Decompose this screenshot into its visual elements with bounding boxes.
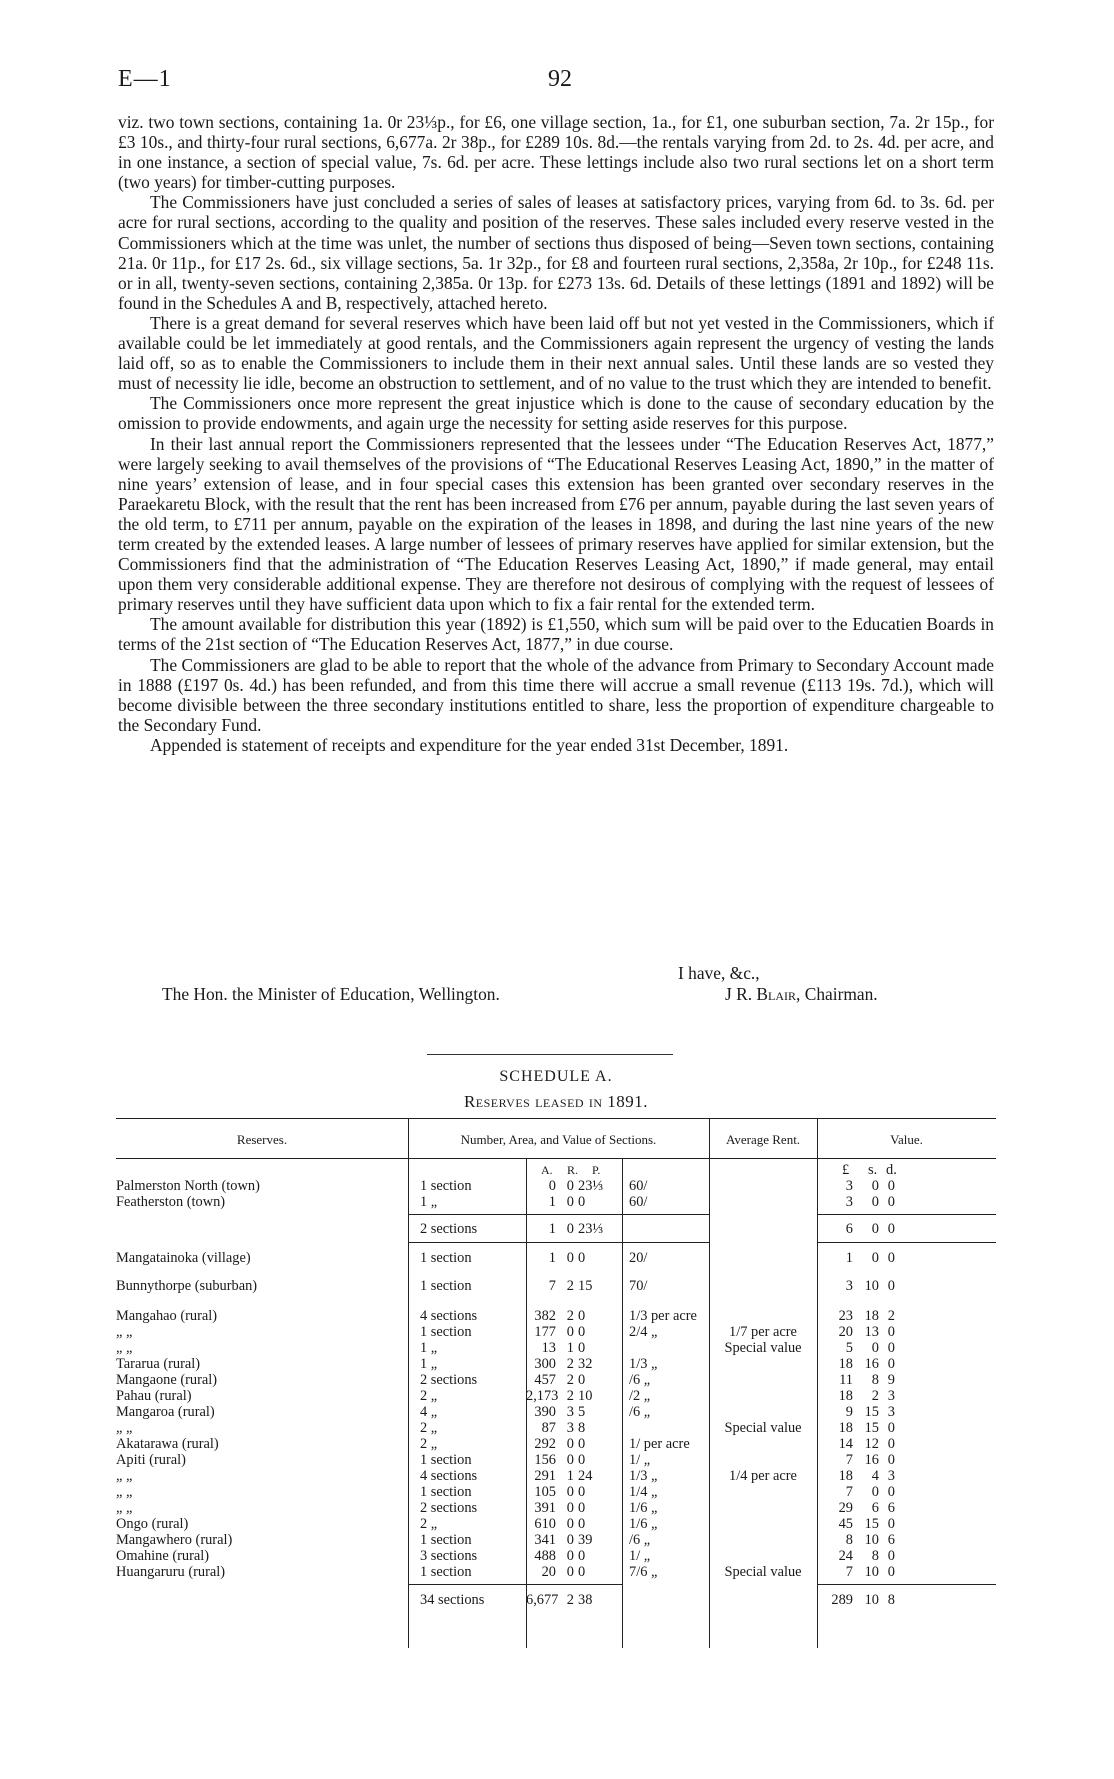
value-pence: 3: [887, 1388, 895, 1404]
signature: [725, 984, 878, 1004]
area-roods: 0: [566, 1250, 574, 1266]
value-pence: 3: [887, 1468, 895, 1484]
value-pence: 0: [887, 1484, 895, 1500]
area-roods: 3: [566, 1404, 574, 1420]
header-average-rent: Average Rent.: [725, 1132, 801, 1147]
value-pounds: 3: [845, 1194, 853, 1210]
value-pence: 0: [887, 1324, 895, 1340]
schedule-subtitle: Reserves leased in 1891.: [463, 1092, 649, 1111]
section-count: 4 „: [420, 1404, 438, 1420]
value-pence: 2: [887, 1308, 895, 1324]
value-pounds: 3: [845, 1178, 853, 1194]
area-acres: 300: [534, 1356, 556, 1372]
area-roods: 3: [566, 1420, 574, 1436]
area-acres: 1: [548, 1194, 556, 1210]
area-roods: 2: [566, 1372, 574, 1388]
value-shillings: 10: [864, 1532, 879, 1548]
area-roods: 0: [566, 1500, 574, 1516]
value-pence: 0: [887, 1340, 895, 1356]
reserve-name: Mangawhero (rural): [116, 1532, 233, 1548]
value-pounds: 7: [845, 1452, 853, 1468]
table-top-rule: [116, 1118, 996, 1119]
value-pounds: 11: [839, 1372, 853, 1388]
area-roods: 0: [566, 1532, 574, 1548]
rate-per-acre: 1/ „: [629, 1452, 651, 1468]
section-divider: [427, 1054, 673, 1055]
value-pounds: 7: [845, 1484, 853, 1500]
rate-per-acre: 1/4 „: [629, 1484, 658, 1500]
value-shillings: 4: [871, 1468, 879, 1484]
reserve-name: Apiti (rural): [116, 1452, 186, 1468]
section-count: 3 sections: [420, 1548, 478, 1564]
value-shillings: 10: [864, 1278, 879, 1294]
area-perches: 10: [578, 1388, 593, 1404]
area-acres: 177: [534, 1324, 556, 1340]
area-roods: 0: [566, 1516, 574, 1532]
area-perches: 0: [578, 1250, 586, 1266]
closing-phrase: I have, &c.,: [678, 963, 760, 983]
area-perches: 0: [578, 1372, 586, 1388]
reserve-name: Featherston (town): [116, 1194, 226, 1210]
value-pence: 0: [887, 1436, 895, 1452]
value-pence: 0: [887, 1278, 895, 1294]
area-acres: 20: [541, 1564, 556, 1580]
area-roods: 0: [566, 1194, 574, 1210]
area-acres: 291: [534, 1468, 556, 1484]
paragraph: The Commissioners once more represent the great injustice which is done to the cause of secondary education by the omission to provide endowments, and again urge the necessity for setting aside reserves for this purpose.: [118, 393, 994, 434]
reserve-name: Mangatainoka (village): [116, 1250, 251, 1266]
value-pence: 0: [887, 1516, 895, 1532]
area-acres: 382: [534, 1308, 556, 1324]
signature-title: , Chairman.: [796, 984, 878, 1004]
value-pence: 0: [887, 1178, 895, 1194]
value-shillings: 15: [864, 1516, 879, 1532]
value-pounds: 5: [845, 1340, 853, 1356]
area-roods: 0: [566, 1324, 574, 1340]
closing-block: [118, 963, 994, 1023]
subtotal-rule: [408, 1214, 709, 1215]
area-acres: 457: [534, 1372, 556, 1388]
value-pounds: 29: [838, 1500, 853, 1516]
area-roods: 2: [566, 1308, 574, 1324]
value-pence: 9: [887, 1372, 895, 1388]
value-pounds: 20: [838, 1324, 853, 1340]
column-rule: [622, 1158, 623, 1648]
area-perches: 0: [578, 1548, 586, 1564]
value-pounds: 7: [845, 1564, 853, 1580]
value-shillings: 15: [864, 1404, 879, 1420]
value-pounds: 45: [838, 1516, 853, 1532]
paragraph: The Commissioners are glad to be able to report that the whole of the advance from Primary to Secondary Account made in 1888 (£197 0s. 4d.) has been refunded, and from this time there will accrue a small revenue (£113 19s. 7d.), which will become divisible between the three secondary institutions entitled to share, less the proportion of expenditure chargeable to the Secondary Fund.: [118, 654, 994, 735]
header-reserves: Reserves.: [236, 1132, 288, 1147]
section-count: 2 „: [420, 1516, 438, 1532]
value-pounds: 3: [845, 1278, 853, 1294]
reserve-name: Tararua (rural): [116, 1356, 201, 1372]
subtotal-rule: [408, 1242, 709, 1243]
rate-per-acre: 20/: [629, 1250, 648, 1266]
rate-per-acre: /6 „: [629, 1404, 651, 1420]
schedule-table: [116, 1118, 996, 1648]
rate-per-acre: 60/: [629, 1194, 648, 1210]
value-pounds: 18: [838, 1420, 853, 1436]
rate-per-acre: /6 „: [629, 1372, 651, 1388]
area-acres: 87: [541, 1420, 556, 1436]
area-acres: 488: [534, 1548, 556, 1564]
value-shillings: 8: [871, 1548, 879, 1564]
unit-roods: R.: [567, 1163, 579, 1177]
section-count: 1 section: [420, 1178, 472, 1194]
value-pounds: 18: [838, 1468, 853, 1484]
rate-per-acre: 1/6 „: [629, 1500, 658, 1516]
section-count: 1 section: [420, 1452, 472, 1468]
area-acres: 1: [548, 1221, 556, 1237]
total-shillings: 10: [864, 1592, 879, 1608]
area-perches: 0: [578, 1194, 586, 1210]
table-header-rule: [116, 1158, 996, 1159]
value-shillings: 6: [871, 1500, 879, 1516]
section-count: 1 section: [420, 1564, 472, 1580]
value-shillings: 2: [871, 1388, 879, 1404]
area-perches: 0: [578, 1340, 586, 1356]
area-acres: 13: [541, 1340, 556, 1356]
area-roods: 0: [566, 1548, 574, 1564]
area-perches: 39: [578, 1532, 593, 1548]
value-pounds: 18: [838, 1388, 853, 1404]
value-pence: 0: [887, 1548, 895, 1564]
unit-perches: P.: [592, 1163, 601, 1177]
area-roods: 0: [566, 1452, 574, 1468]
column-rule: [408, 1118, 409, 1648]
unit-pounds: £: [842, 1162, 850, 1178]
total-perches: 38: [578, 1592, 593, 1608]
average-rent: 1/4 per acre: [729, 1468, 797, 1484]
reserve-name: „ „: [116, 1500, 133, 1516]
area-roods: 0: [566, 1564, 574, 1580]
value-pounds: 8: [845, 1532, 853, 1548]
value-shillings: 16: [864, 1356, 879, 1372]
reserve-name: Akatarawa (rural): [116, 1436, 219, 1452]
page-number: 92: [548, 66, 572, 92]
area-acres: 390: [534, 1404, 556, 1420]
section-count: 1 section: [420, 1324, 472, 1340]
rate-per-acre: 60/: [629, 1178, 648, 1194]
rate-per-acre: 70/: [629, 1278, 648, 1294]
addressee: The Hon. the Minister of Education, Wellington.: [162, 984, 500, 1004]
value-shillings: 0: [871, 1178, 879, 1194]
area-perches: 0: [578, 1308, 586, 1324]
area-perches: 23⅓: [578, 1178, 604, 1194]
section-count: 4 sections: [420, 1308, 478, 1324]
section-count: 4 sections: [420, 1468, 478, 1484]
area-acres: 2,173: [526, 1388, 559, 1404]
page-header: [118, 66, 998, 96]
subtotal-rule: [817, 1584, 996, 1585]
area-roods: 0: [566, 1178, 574, 1194]
area-perches: 0: [578, 1436, 586, 1452]
reserve-name: „ „: [116, 1420, 133, 1436]
header-value: Value.: [890, 1132, 923, 1147]
value-pounds: 24: [838, 1548, 853, 1564]
value-pence: 0: [887, 1194, 895, 1210]
paragraph: Appended is statement of receipts and expenditure for the year ended 31st December, 1891.: [150, 734, 789, 755]
value-pounds: 14: [838, 1436, 853, 1452]
area-roods: 0: [566, 1484, 574, 1500]
value-pence: 0: [887, 1250, 895, 1266]
area-perches: 5: [578, 1404, 586, 1420]
reserve-name: „ „: [116, 1468, 133, 1484]
value-shillings: 0: [871, 1340, 879, 1356]
signature-initials: J R.: [725, 984, 757, 1004]
value-pence: 6: [887, 1500, 895, 1516]
reserve-name: Mangaroa (rural): [116, 1404, 215, 1420]
value-pence: 0: [887, 1420, 895, 1436]
value-shillings: 0: [871, 1221, 879, 1237]
area-acres: 7: [548, 1278, 556, 1294]
value-pounds: 6: [845, 1221, 853, 1237]
reserve-name: Huangaruru (rural): [116, 1564, 226, 1580]
rate-per-acre: 1/3 „: [629, 1356, 658, 1372]
subtotal-rule: [408, 1584, 526, 1585]
area-perches: 0: [578, 1484, 586, 1500]
reserve-name: Bunnythorpe (suburban): [116, 1278, 258, 1294]
rate-per-acre: 1/ „: [629, 1548, 651, 1564]
value-shillings: 13: [864, 1324, 879, 1340]
rate-per-acre: 2/4 „: [629, 1324, 658, 1340]
section-count: 1 „: [420, 1340, 438, 1356]
area-acres: 341: [534, 1532, 556, 1548]
value-pence: 6: [887, 1532, 895, 1548]
value-pence: 0: [887, 1221, 895, 1237]
rate-per-acre: 1/ per acre: [629, 1436, 690, 1452]
area-perches: 0: [578, 1500, 586, 1516]
section-count: 1 section: [420, 1484, 472, 1500]
rate-per-acre: /2 „: [629, 1388, 651, 1404]
total-acres: 6,677: [526, 1592, 559, 1608]
total-sections: 34 sections: [420, 1592, 485, 1608]
schedule-title: SCHEDULE A.: [499, 1068, 613, 1085]
paragraph: viz. two town sections, containing 1a. 0r 23⅓p., for £6, one village section, 1a., for £1, one suburban section, 7a. 2r 15p., for £3 10s., and thirty-four rural sections, 6,677a. 2r 38p., for £289 10s. 8d.—the rentals varying from 2d. to 2s. 4d. per acre, and in one instance, a section of special value, 7s. 6d. per acre. These lettings include also two rural sections let on a short term (two years) for timber-cutting purposes.: [118, 112, 994, 193]
subtotal-rule: [526, 1584, 622, 1585]
reserve-name: Mangaone (rural): [116, 1372, 218, 1388]
section-count: 2 sections: [420, 1500, 478, 1516]
value-shillings: 12: [864, 1436, 879, 1452]
value-shillings: 8: [871, 1372, 879, 1388]
reserve-name: „ „: [116, 1340, 133, 1356]
subtotal-rule: [817, 1242, 996, 1243]
value-shillings: 0: [871, 1250, 879, 1266]
area-perches: 0: [578, 1452, 586, 1468]
section-count: 1 „: [420, 1194, 438, 1210]
area-roods: 0: [566, 1436, 574, 1452]
reserve-name: Ongo (rural): [116, 1516, 189, 1532]
signature-name: Blair: [756, 984, 797, 1004]
rate-per-acre: /6 „: [629, 1532, 651, 1548]
value-pence: 0: [887, 1564, 895, 1580]
area-roods: 2: [566, 1356, 574, 1372]
average-rent: 1/7 per acre: [729, 1324, 797, 1340]
reserve-name: Pahau (rural): [116, 1388, 192, 1404]
average-rent: Special value: [724, 1340, 802, 1356]
reserve-name: Mangahao (rural): [116, 1308, 218, 1324]
reserve-name: „ „: [116, 1484, 133, 1500]
value-shillings: 18: [864, 1308, 879, 1324]
unit-pence: d.: [886, 1162, 897, 1178]
total-pounds: 289: [831, 1592, 853, 1608]
area-perches: 0: [578, 1324, 586, 1340]
value-pence: 0: [887, 1452, 895, 1468]
reserve-name: „ „: [116, 1324, 133, 1340]
unit-acres: A.: [541, 1163, 553, 1177]
value-pounds: 18: [838, 1356, 853, 1372]
average-rent: Special value: [724, 1420, 802, 1436]
area-roods: 1: [566, 1468, 574, 1484]
section-count: 2 „: [420, 1388, 438, 1404]
area-roods: 2: [566, 1388, 574, 1404]
report-body: [118, 112, 994, 755]
value-pence: 3: [887, 1404, 895, 1420]
total-pence: 8: [887, 1592, 895, 1608]
unit-shillings: s.: [868, 1162, 878, 1178]
value-pounds: 9: [845, 1404, 853, 1420]
section-count: 1 section: [420, 1532, 472, 1548]
area-acres: 105: [534, 1484, 556, 1500]
value-shillings: 0: [871, 1194, 879, 1210]
area-perches: 0: [578, 1516, 586, 1532]
area-roods: 1: [566, 1340, 574, 1356]
rate-per-acre: 7/6 „: [629, 1564, 658, 1580]
area-perches: 24: [578, 1468, 593, 1484]
section-count: 1 „: [420, 1356, 438, 1372]
area-acres: 156: [534, 1452, 556, 1468]
area-acres: 391: [534, 1500, 556, 1516]
section-count: 2 sections: [420, 1221, 478, 1237]
paragraph: The Commissioners have just concluded a series of sales of leases at satisfactory prices, varying from 6d. to 3s. 6d. per acre for rural sections, according to the quality and position of the reserves. These sales included every reserve vested in the Commissioners which at the time was unlet, the number of sections thus disposed of being—Seven town sections, containing 21a. 0r 11p., for £17 2s. 6d., six village sections, 5a. 1r 32p., for £8 and fourteen rural sections, 2,358a, 2r 10p., for £248 11s. or in all, twenty-seven sections, containing 2,385a. 0r 13p. for £273 13s. 6d. Details of these lettings (1891 and 1892) will be found in the Schedules A and B, respectively, attached hereto.: [118, 192, 994, 313]
section-count: 2 sections: [420, 1372, 478, 1388]
value-shillings: 16: [864, 1452, 879, 1468]
area-roods: 2: [566, 1278, 574, 1294]
rate-per-acre: 1/3 „: [629, 1468, 658, 1484]
reserve-name: Omahine (rural): [116, 1548, 210, 1564]
paragraph: There is a great demand for several reserves which have been laid off but not yet vested in the Commissioners, which if available could be let immediately at good rentals, and the Commissioners again represent the urgency of vesting the lands laid off, so as to enable the Commissioners to include them in their next annual sales. Until these lands are so vested they must of necessity lie idle, become an obstruction to settlement, and of no value to the trust which they are intended to benefit.: [118, 312, 994, 394]
area-perches: 15: [578, 1278, 593, 1294]
section-count: 2 „: [420, 1420, 438, 1436]
area-acres: 0: [548, 1178, 556, 1194]
area-acres: 1: [548, 1250, 556, 1266]
area-roods: 0: [566, 1221, 574, 1237]
section-count: 1 section: [420, 1250, 472, 1266]
area-acres: 292: [534, 1436, 556, 1452]
header-number-area-value: Number, Area, and Value of Sections.: [460, 1132, 657, 1147]
reserve-name: Palmerston North (town): [116, 1178, 260, 1194]
value-pence: 0: [887, 1356, 895, 1372]
value-pounds: 1: [845, 1250, 853, 1266]
area-acres: 610: [534, 1516, 556, 1532]
total-roods: 2: [566, 1592, 574, 1608]
area-perches: 32: [578, 1356, 593, 1372]
average-rent: Special value: [724, 1564, 802, 1580]
value-pounds: 23: [838, 1308, 853, 1324]
section-count: 1 section: [420, 1278, 472, 1294]
value-shillings: 10: [864, 1564, 879, 1580]
rate-per-acre: 1/6 „: [629, 1516, 658, 1532]
section-count: 2 „: [420, 1436, 438, 1452]
value-shillings: 0: [871, 1484, 879, 1500]
paragraph: The amount available for distribution this year (1892) is £1,550, which sum will be paid over to the Educatien Boards in terms of the 21st section of “The Education Reserves Act, 1877,” in due course.: [118, 614, 994, 655]
rate-per-acre: 1/3 per acre: [629, 1308, 697, 1324]
value-shillings: 15: [864, 1420, 879, 1436]
area-perches: 8: [578, 1420, 586, 1436]
area-perches: 23⅓: [578, 1221, 604, 1237]
document-code: E—1: [118, 66, 172, 92]
paragraph: In their last annual report the Commissioners represented that the lessees under “The Education Reserves Act, 1877,” were largely seeking to avail themselves of the provisions of “The Educational Reserves Leasing Act, 1890,” in the matter of nine years’ extension of lease, and in four special cases this extension has been granted over secondary reserves in the Paraekaretu Block, with the result that the rent has been increased from £76 per annum, payable during the last seven years of the old term, to £711 per annum, payable on the expiration of the leases in 1898, and during the last nine years of the new term created by the extended leases. A large number of lessees of primary reserves have applied for similar extension, but the Commissioners find that the administration of “The Education Reserves Leasing Act, 1890,” if made general, may entail upon them very considerable additional expense. They are therefore not desirous of complying with the request of lessees of primary reserves until they have sufficient data upon which to fix a fair rental for the extended term.: [118, 433, 994, 615]
area-perches: 0: [578, 1564, 586, 1580]
subtotal-rule: [817, 1214, 996, 1215]
